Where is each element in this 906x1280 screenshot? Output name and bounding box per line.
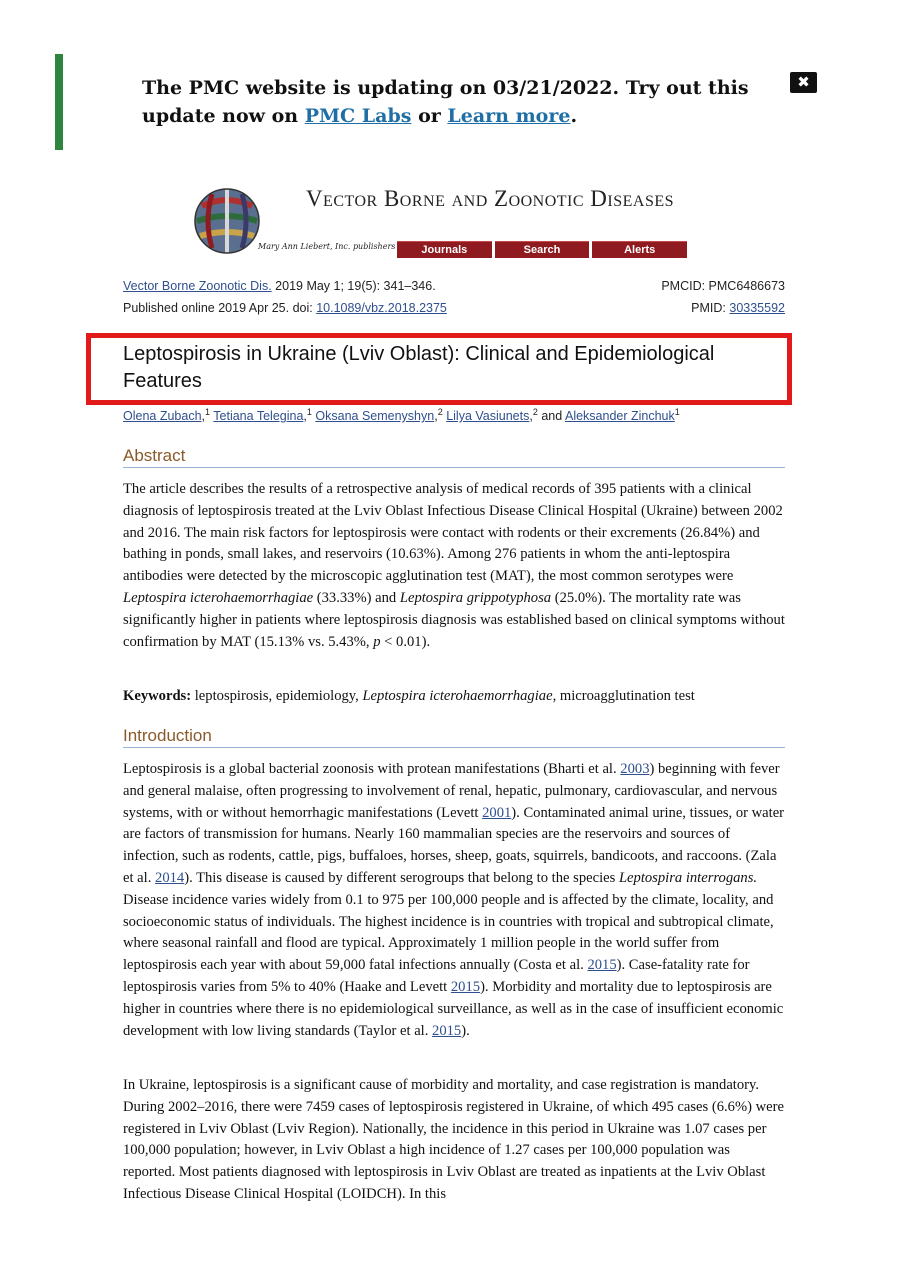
- species-name: Leptospira grippotyphosa: [399, 589, 552, 606]
- intro-text: ) beginning with fever and general malaise, often progressing to involvement of renal, hepatic, pulmonary, cardiovascular, and nervous systems, with or without hemorrhagic manifestations (Levett: [123, 761, 780, 821]
- affiliation-marker: 2: [437, 407, 443, 417]
- author-link[interactable]: Tetiana Telegina: [213, 409, 304, 424]
- close-banner-button[interactable]: [790, 72, 817, 93]
- banner-accent-bar: [55, 54, 63, 150]
- journal-title: Vector Borne and Zoonotic Diseases: [305, 186, 675, 211]
- intro-paragraph-2: In Ukraine, leptospirosis is a significant cause of morbidity and mortality, and case registration is mandatory. During 2002–2016, there were 7459 cases of leptospirosis registered in Ukraine, of which 495 cases (6.6%) were registered in Lviv Oblast (Lviv Region). Nationally, the incidence in this period in Ukraine was 1.07 cases per 100,000 population; however, in Lviv Oblast a high incidence of 1.27 cases per 100,000 population was reported. Most patients diagnosed with leptospirosis in Lviv Oblast are treated as inpatients at the Lviv Oblast Infectious Disease Clinical Hospital (LOIDCH). In this: [123, 1077, 784, 1202]
- abstract-text: (33.33%) and: [313, 589, 400, 606]
- nav-alerts[interactable]: Alerts: [592, 241, 687, 258]
- banner-text-end: .: [570, 105, 578, 127]
- intro-text: ). Contaminated animal urine, tissues, or water are factors of transmission for humans. Nearly 160 mammalian species are the reservoirs and sources of infection, such as rodents, cattle, pigs, buffaloes, horses, sheep, goats, squirrels, bandicoots, and raccoons. (Zala et al.: [123, 804, 785, 886]
- keywords: [123, 686, 785, 708]
- reference-link[interactable]: 2015: [587, 957, 617, 974]
- reference-link[interactable]: 2001: [482, 804, 512, 821]
- pmid: [691, 301, 785, 315]
- intro-text: ). Morbidity and mortality due to leptospirosis are higher in countries where there is no epidemiological surveillance, as well as in the case of insufficient economic development with low living standards (Taylor et al.: [123, 978, 784, 1039]
- journal-globe-logo[interactable]: [192, 186, 262, 256]
- reference-link[interactable]: 2015: [450, 978, 481, 995]
- abstract-text: (25.0%). The mortality rate was significantly higher in patients where leptospirosis diagnosis was established based on clinical symptoms without confirmation by MAT (15.13% vs. 5.43%,: [123, 589, 785, 650]
- author-link[interactable]: Lilya Vasiunets: [446, 409, 530, 424]
- reference-link[interactable]: 2003: [620, 761, 650, 777]
- abstract-text: The article describes the results of a retrospective analysis of medical records of 395 patients with a clinical diagnosis of leptospirosis treated at the Lviv Oblast Infectious Disease Clinical Hospital (Ukraine) between 2002 and 2016. The main risk factors for leptospirosis were contact with rodents or their excrements (26.84%) and bathing in ponds, small lakes, and reservoirs (10.63%). Among 276 patients in whom the anti-leptospira antibodies were detected by the microscopic agglutination test (MAT), the most common serotypes were: [123, 481, 783, 585]
- nav-journals[interactable]: Journals: [397, 241, 492, 258]
- journal-header: [190, 182, 690, 262]
- citation-line: [123, 279, 785, 293]
- journal-link[interactable]: Vector Borne Zoonotic Dis.: [123, 279, 272, 293]
- banner-text-mid: or: [411, 105, 448, 127]
- reference-link[interactable]: 2014: [155, 869, 185, 886]
- close-icon: ✖: [797, 73, 810, 91]
- journal-nav: [397, 241, 687, 258]
- pmid-label: PMID:: [691, 301, 730, 315]
- intro-text: Disease incidence varies widely from 0.1 to 975 per 100,000 people and is affected by the climate, locality, and socioeconomic status of individuals. The highest incidence is in countries with tropical and subtropical climate, where seasonal rainfall and flood are typical. Approximately 1 million people in the world suffer from leptospirosis each year with about 59,000 fatal infections annually (Costa et al.: [123, 891, 774, 974]
- authors-and: and: [541, 409, 563, 424]
- learn-more-link[interactable]: Learn more: [447, 105, 571, 127]
- intro-text: Leptospirosis is a global bacterial zoonosis with protean manifestations (Bharti et al.: [123, 761, 621, 777]
- citation-issue: 2019 May 1; 19(5): 341–346.: [271, 279, 436, 293]
- affiliation-marker: 1: [674, 407, 680, 417]
- pmc-labs-link[interactable]: PMC Labs: [304, 105, 412, 127]
- doi-link[interactable]: 10.1089/vbz.2018.2375: [316, 301, 447, 315]
- introduction-heading: Introduction: [123, 726, 785, 748]
- nav-search[interactable]: Search: [495, 241, 590, 258]
- keywords-species: Leptospira icterohaemorrhagiae: [362, 688, 553, 704]
- keywords-text: leptospirosis, epidemiology,: [191, 688, 363, 704]
- pmcid: PMCID: PMC6486673: [661, 279, 785, 293]
- author-link[interactable]: Oksana Semenyshyn: [315, 409, 435, 424]
- pmid-link[interactable]: 30335592: [729, 301, 785, 315]
- intro-paragraph-1: [123, 759, 785, 1042]
- author-link[interactable]: Olena Zubach: [123, 409, 202, 424]
- banner-text-start: The PMC website is updating on 03/21/2022. Try out this update now on: [142, 77, 749, 127]
- keywords-label: Keywords:: [123, 688, 192, 704]
- publisher-name: Mary Ann Liebert, Inc. publishers: [258, 242, 396, 251]
- published-line: [123, 301, 785, 315]
- p-value-symbol: p: [373, 633, 381, 650]
- species-name: Leptospira interrogans.: [618, 869, 758, 886]
- abstract-text: < 0.01).: [380, 633, 431, 650]
- intro-text: ). This disease is caused by different serogroups that belong to the species: [184, 869, 619, 886]
- affiliation-marker: 1: [205, 407, 211, 417]
- intro-text: ). Case-fatality rate for leptospirosis varies from 5% to 40% (Haake and Levett: [123, 957, 750, 995]
- author-list: Olena Zubach,$^1$ Tetiana Telegina,$^1$ Oksana Semenyshyn,$^2$ Lilya Vasiunets,$^2$ and Aleksander Zinchuk$^1$: [123, 407, 680, 424]
- update-banner: [142, 74, 752, 130]
- abstract-paragraph: [123, 479, 785, 653]
- abstract-heading: Abstract: [123, 446, 785, 468]
- author-link[interactable]: Aleksander Zinchuk: [564, 409, 675, 424]
- article-title: Leptospirosis in Ukraine (Lviv Oblast): Clinical and Epidemiological Features: [123, 343, 715, 392]
- published-text: Published online 2019 Apr 25. doi:: [123, 301, 317, 315]
- affiliation-marker: 1: [306, 407, 312, 417]
- species-name: Leptospira icterohaemorrhagiae: [123, 589, 314, 606]
- keywords-text: , microagglutination test: [552, 688, 695, 704]
- intro-text: ).: [461, 1022, 470, 1039]
- affiliation-marker: 2: [532, 407, 538, 417]
- reference-link[interactable]: 2015: [432, 1022, 462, 1039]
